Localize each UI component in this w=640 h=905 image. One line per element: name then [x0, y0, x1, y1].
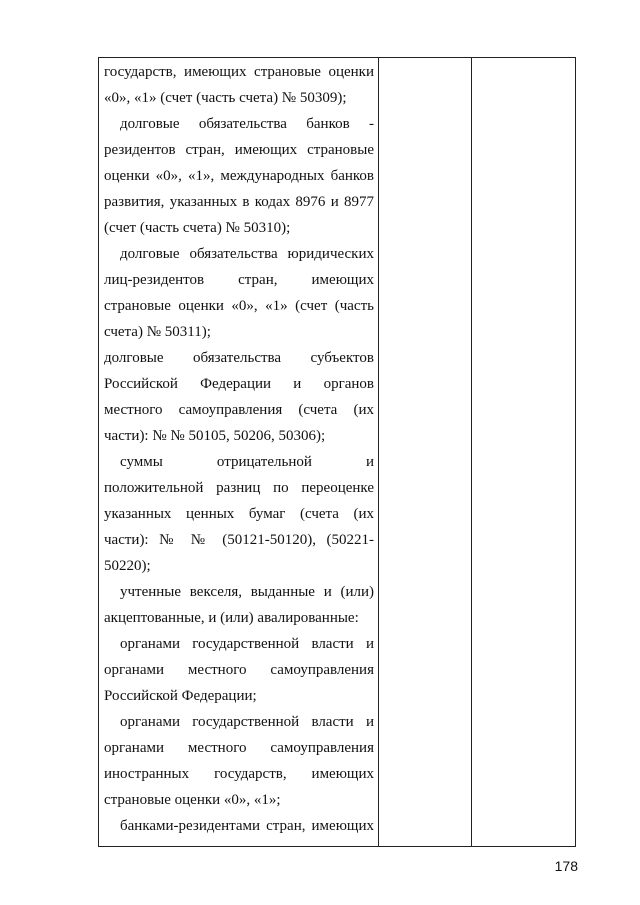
text-line: части): № № 50105, 50206, 50306);	[104, 428, 326, 444]
table-cell-text	[104, 59, 374, 839]
text-line: долговые обязательства банков -	[120, 116, 374, 132]
text-line: Российской Федерации;	[104, 688, 257, 704]
text-line: положительной разниц по переоценке	[104, 480, 374, 496]
text-line: счета) № 50311);	[104, 324, 211, 340]
text-line: органами местного самоуправления	[104, 662, 374, 678]
text-line: органами местного самоуправления	[104, 740, 374, 756]
column-divider-1	[378, 58, 379, 846]
page-number: 178	[554, 858, 578, 874]
text-line: государств, имеющих страновые оценки	[104, 64, 374, 80]
column-divider-2	[471, 58, 472, 846]
text-line: банками-резидентами стран, имеющих	[120, 818, 374, 834]
text-line: (счет (часть счета) № 50310);	[104, 220, 291, 236]
text-line: долговые обязательства субъектов	[104, 350, 374, 366]
text-line: учтенные векселя, выданные и (или)	[120, 584, 374, 600]
text-line: местного самоуправления (счета (их	[104, 402, 374, 418]
text-line: акцептованные, и (или) авалированные:	[104, 610, 359, 626]
text-line: иностранных государств, имеющих	[104, 766, 374, 782]
text-line: «0», «1» (счет (часть счета) № 50309);	[104, 90, 347, 106]
text-line: оценки «0», «1», международных банков	[104, 168, 374, 184]
text-line: долговые обязательства юридических	[120, 246, 374, 262]
text-line: страновые оценки «0», «1»;	[104, 792, 281, 808]
text-line: суммы отрицательной и	[120, 454, 374, 470]
text-line: части): № № (50121-50120), (50221-	[104, 532, 374, 548]
text-line: лиц-резидентов стран, имеющих	[104, 272, 374, 288]
text-line: развития, указанных в кодах 8976 и 8977	[104, 194, 374, 210]
text-line: резидентов стран, имеющих страновые	[104, 142, 374, 158]
text-line: органами государственной власти и	[120, 636, 374, 652]
text-line: страновые оценки «0», «1» (счет (часть	[104, 298, 374, 314]
text-line: указанных ценных бумаг (счета (их	[104, 506, 374, 522]
text-line: 50220);	[104, 558, 151, 574]
text-line: органами государственной власти и	[120, 714, 374, 730]
text-line: Российской Федерации и органов	[104, 376, 374, 392]
